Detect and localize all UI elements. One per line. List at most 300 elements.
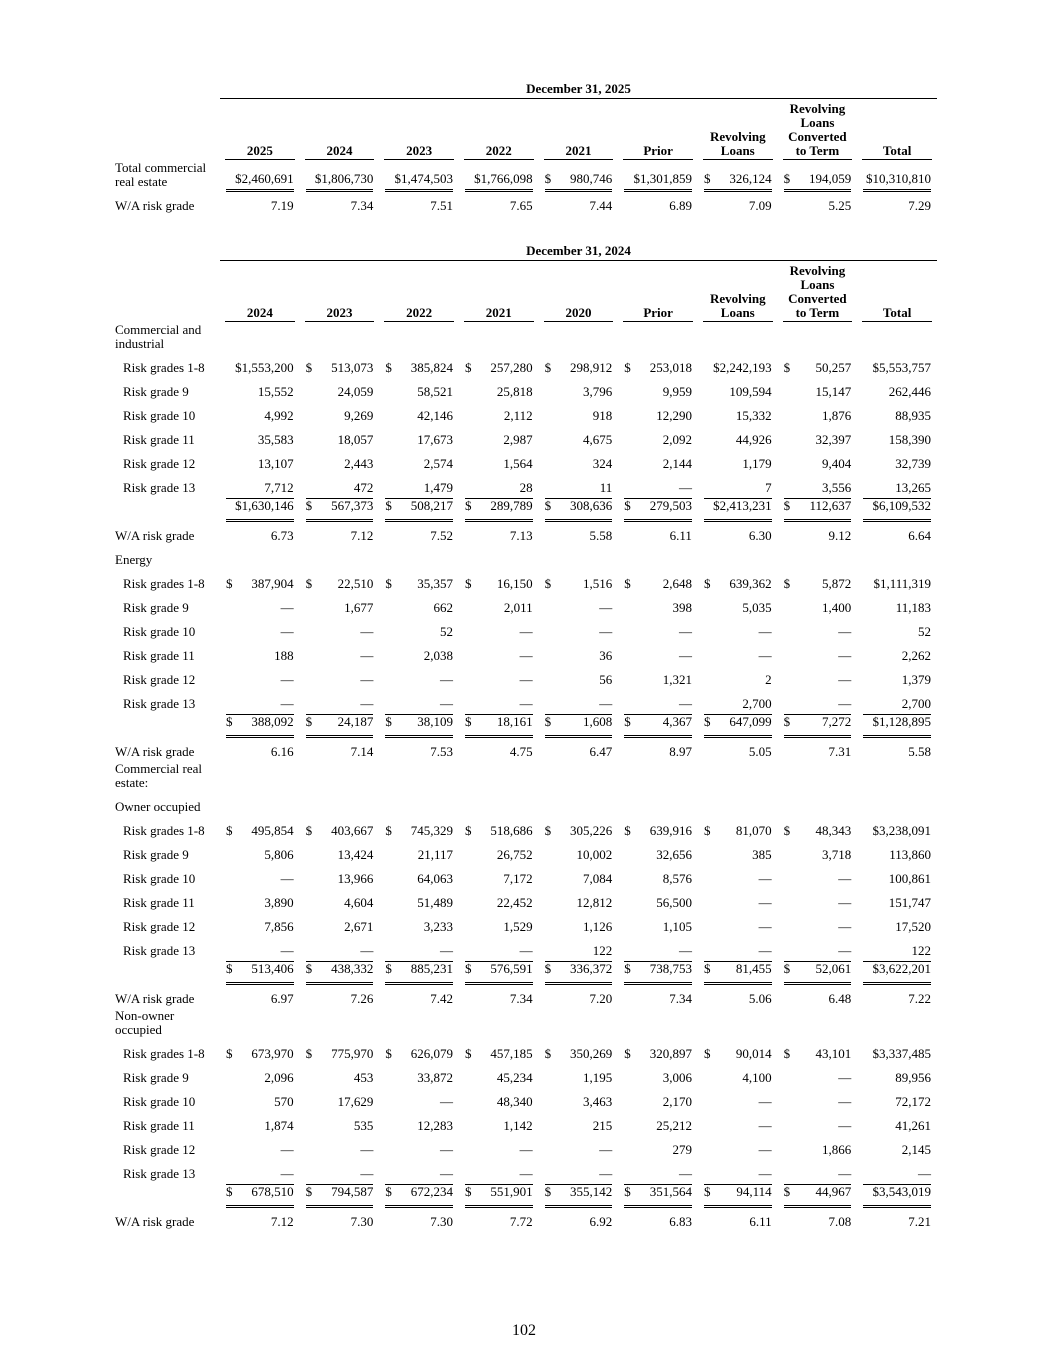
dollar-sign: $ — [385, 1183, 392, 1199]
cell-value: 385 — [752, 846, 772, 862]
cell-value: 457,185 — [490, 1045, 533, 1061]
cell-value: — — [519, 942, 533, 958]
cell-value: 7.22 — [908, 990, 931, 1006]
cell-value: 11,183 — [895, 599, 931, 615]
table-cell — [539, 841, 619, 865]
wa-row — [115, 522, 937, 546]
dollar-sign: $ — [783, 1045, 791, 1061]
row-label: Risk grade 13 — [123, 479, 196, 495]
cell-value: 980,746 — [570, 170, 613, 186]
table-cell — [539, 1184, 619, 1208]
cell-value: 551,901 — [490, 1183, 533, 1199]
table-cell — [220, 913, 300, 937]
cell-value: 64,063 — [417, 870, 453, 886]
cell-value: — — [758, 1165, 772, 1181]
table-cell — [459, 1184, 539, 1208]
cell-value: 44,926 — [735, 431, 772, 447]
table-cell — [300, 402, 380, 426]
table-cell — [539, 714, 619, 738]
table-cell — [459, 690, 539, 714]
cell-value: 403,667 — [331, 822, 374, 838]
cell-value: 7.52 — [430, 527, 453, 543]
table-cell — [220, 738, 300, 762]
cell-value: — — [678, 479, 692, 495]
table-cell — [618, 1184, 698, 1208]
table-cell — [220, 378, 300, 402]
row-label: Risk grades 1-8 — [123, 359, 205, 375]
table-cell — [778, 498, 858, 522]
table-cell — [220, 618, 300, 642]
table-cell — [618, 865, 698, 889]
table-row — [115, 817, 937, 841]
cell-value: 3,718 — [822, 846, 852, 862]
cell-value: 7,084 — [583, 870, 613, 886]
table-cell — [220, 985, 300, 1009]
cell-value: 2,648 — [662, 575, 692, 591]
row-label: Risk grade 10 — [123, 407, 196, 423]
dollar-sign: $ — [385, 960, 392, 976]
table-cell — [698, 474, 778, 498]
cell-value: 1,379 — [901, 671, 931, 687]
dollar-sign: $ — [544, 713, 552, 729]
cell-value: 1,677 — [344, 599, 374, 615]
cell-value: 257,280 — [490, 359, 533, 375]
cell-value: 2 — [765, 671, 772, 687]
table-cell — [778, 522, 858, 546]
table-row — [115, 841, 937, 865]
dollar-sign: $ — [226, 713, 233, 729]
table-row — [115, 865, 937, 889]
cell-value: 472 — [353, 479, 374, 495]
cell-value: $3,238,091 — [872, 822, 931, 838]
cell-value: 3,796 — [583, 383, 613, 399]
row-label: W/A risk grade — [115, 990, 195, 1006]
cell-value: 2,987 — [503, 431, 533, 447]
table-cell — [539, 570, 619, 594]
table-cell — [220, 1208, 300, 1232]
table-cell — [459, 666, 539, 690]
table-cell — [220, 841, 300, 865]
cell-value: 253,018 — [649, 359, 692, 375]
table-cell — [698, 738, 778, 762]
cell-value: 662 — [433, 599, 453, 615]
table-cell — [300, 522, 380, 546]
cell-value: 13,265 — [895, 479, 931, 495]
table-cell — [459, 522, 539, 546]
table-row — [115, 426, 937, 450]
dollar-sign: $ — [544, 960, 552, 976]
cell-value: $5,553,757 — [872, 359, 931, 375]
cell-value: 775,970 — [331, 1045, 374, 1061]
cell-value: 513,073 — [331, 359, 374, 375]
cell-value: — — [838, 623, 852, 639]
cell-value: 6.73 — [270, 527, 294, 543]
table-cell — [379, 1112, 459, 1136]
table-cell — [220, 690, 300, 714]
table-cell — [459, 714, 539, 738]
cell-value: 647,099 — [729, 713, 772, 729]
cell-value: — — [360, 671, 374, 687]
table-cell — [300, 985, 380, 1009]
cell-value: 1,126 — [583, 918, 613, 934]
wa-row — [115, 985, 937, 1009]
cell-value: 56 — [599, 671, 613, 687]
table-cell — [220, 474, 300, 498]
cell-value: 109,594 — [729, 383, 772, 399]
table-cell — [459, 1040, 539, 1064]
table-cell — [778, 1208, 858, 1232]
cell-value: 2,671 — [344, 918, 374, 934]
table-cell — [220, 1184, 300, 1208]
table-row — [115, 1160, 937, 1184]
wa-row — [115, 738, 937, 762]
table-december-31-2024 — [115, 244, 937, 1232]
table-cell — [857, 1112, 937, 1136]
column-header: Prior — [618, 99, 698, 161]
cell-value: — — [838, 894, 852, 910]
cell-value: 387,904 — [251, 575, 294, 591]
table-cell — [220, 594, 300, 618]
table-row — [115, 913, 937, 937]
cell-value: — — [758, 870, 772, 886]
dollar-sign: $ — [624, 713, 631, 729]
dollar-sign: $ — [385, 575, 392, 591]
cell-value: 32,656 — [656, 846, 692, 862]
cell-value: 4,604 — [344, 894, 374, 910]
cell-value: 324 — [592, 455, 613, 471]
dollar-sign: $ — [305, 1183, 313, 1199]
row-label: Risk grade 10 — [123, 870, 196, 886]
table-cell — [539, 961, 619, 985]
row-label: Risk grade 10 — [123, 623, 196, 639]
table-cell — [379, 474, 459, 498]
page-number: 102 — [512, 1322, 536, 1339]
cell-value: 7.29 — [908, 197, 931, 213]
cell-value: 50,257 — [815, 359, 852, 375]
cell-value: 438,332 — [331, 960, 374, 976]
table-cell — [857, 522, 937, 546]
table-cell — [778, 889, 858, 913]
cell-value: 2,096 — [264, 1069, 294, 1085]
table-cell — [618, 889, 698, 913]
cell-value: — — [439, 1093, 453, 1109]
cell-value: — — [439, 942, 453, 958]
table-cell — [379, 817, 459, 841]
table-cell — [857, 985, 937, 1009]
table-cell — [300, 1064, 380, 1088]
column-header-row — [115, 261, 937, 323]
dollar-sign: $ — [624, 497, 631, 513]
group-title: Owner occupied — [115, 798, 201, 814]
dollar-sign: $ — [385, 1045, 392, 1061]
cell-value: 7.51 — [430, 197, 453, 213]
wa-row — [115, 192, 937, 216]
dollar-sign: $ — [544, 497, 552, 513]
cell-value: $1,474,503 — [394, 170, 453, 186]
group-title-row — [115, 546, 937, 570]
cell-value: — — [280, 1165, 294, 1181]
table-cell — [300, 642, 380, 666]
table-row — [115, 570, 937, 594]
table-cell — [459, 841, 539, 865]
dollar-sign: $ — [624, 1183, 631, 1199]
table-cell — [539, 666, 619, 690]
table-cell — [778, 594, 858, 618]
table-cell — [778, 402, 858, 426]
table-cell — [618, 913, 698, 937]
cell-value: 5.58 — [908, 743, 931, 759]
cell-value: 112,637 — [809, 497, 852, 513]
cell-value: 24,059 — [337, 383, 374, 399]
dollar-sign: $ — [624, 575, 631, 591]
cell-value: 1,179 — [742, 455, 772, 471]
cell-value: — — [599, 599, 613, 615]
dollar-sign: $ — [703, 960, 711, 976]
table-cell — [459, 402, 539, 426]
table-cell — [698, 450, 778, 474]
cell-value: 1,608 — [583, 713, 613, 729]
table-cell — [539, 426, 619, 450]
cell-value: $2,242,193 — [713, 359, 772, 375]
table-cell — [379, 402, 459, 426]
cell-value: 508,217 — [410, 497, 453, 513]
table-cell — [539, 937, 619, 961]
table-cell — [379, 426, 459, 450]
cell-value: 398 — [672, 599, 692, 615]
row-label: Risk grade 13 — [123, 1165, 196, 1181]
cell-value: 351,564 — [649, 1183, 692, 1199]
table-cell — [539, 474, 619, 498]
cell-value: 4,992 — [264, 407, 294, 423]
cell-value: 7.30 — [430, 1213, 453, 1229]
table-cell — [379, 714, 459, 738]
cell-value: $3,337,485 — [872, 1045, 931, 1061]
dollar-sign: $ — [464, 575, 472, 591]
table-cell — [698, 817, 778, 841]
group-title-row — [115, 762, 937, 793]
cell-value: 7.31 — [828, 743, 852, 759]
table-cell — [778, 192, 858, 216]
row-label: Risk grade 11 — [123, 1117, 195, 1133]
cell-value: 25,818 — [496, 383, 533, 399]
cell-value: — — [758, 647, 772, 663]
cell-value: — — [519, 695, 533, 711]
dollar-sign: $ — [385, 822, 392, 838]
group-title: Energy — [115, 551, 153, 567]
cell-value: 5.06 — [748, 990, 772, 1006]
table-cell — [698, 985, 778, 1009]
dollar-sign: $ — [226, 575, 233, 591]
table-cell — [220, 192, 300, 216]
table-cell — [300, 1088, 380, 1112]
table-cell — [778, 378, 858, 402]
group-title: Commercial real estate: — [115, 760, 202, 790]
cell-value: 10,002 — [576, 846, 613, 862]
cell-value: 7.65 — [509, 197, 533, 213]
cell-value: 5.05 — [748, 743, 772, 759]
cell-value: $1,553,200 — [235, 359, 294, 375]
cell-value: 7.34 — [509, 990, 533, 1006]
row-label — [115, 1184, 220, 1208]
dollar-sign: $ — [385, 359, 392, 375]
table-cell — [857, 402, 937, 426]
column-header: 2024 — [220, 261, 300, 323]
row-label: Total commercial real estate — [115, 159, 207, 189]
table-cell — [379, 1184, 459, 1208]
cell-value: 15,332 — [735, 407, 772, 423]
cell-value: 745,329 — [410, 822, 453, 838]
column-header: 2020 — [539, 261, 619, 323]
table-cell — [539, 378, 619, 402]
cell-value: $3,543,019 — [872, 1183, 931, 1199]
cell-value: 52 — [918, 623, 931, 639]
cell-value: $1,766,098 — [474, 170, 533, 186]
cell-value: 6.89 — [669, 197, 692, 213]
table-cell — [857, 714, 937, 738]
cell-value: — — [918, 1165, 931, 1181]
cell-value: 355,142 — [570, 1183, 613, 1199]
table-cell — [857, 1040, 937, 1064]
dollar-sign: $ — [305, 497, 313, 513]
dollar-sign: $ — [305, 713, 313, 729]
column-header: 2021 — [539, 99, 619, 161]
row-label: W/A risk grade — [115, 197, 195, 213]
table-cell — [698, 378, 778, 402]
cell-value: 1,874 — [264, 1117, 294, 1133]
dollar-sign: $ — [783, 170, 791, 186]
dollar-sign: $ — [226, 822, 233, 838]
cell-value: 35,357 — [417, 575, 453, 591]
cell-value: — — [838, 1165, 852, 1181]
table-cell — [300, 378, 380, 402]
table-cell — [698, 1088, 778, 1112]
table-cell — [778, 714, 858, 738]
cell-value: 215 — [592, 1117, 613, 1133]
table-cell — [459, 378, 539, 402]
column-header-row — [115, 99, 937, 161]
table-row — [115, 690, 937, 714]
table-cell — [857, 817, 937, 841]
table-cell — [618, 841, 698, 865]
cell-value: — — [838, 1093, 852, 1109]
table-cell — [379, 642, 459, 666]
cell-value: — — [439, 695, 453, 711]
dollar-sign: $ — [703, 713, 711, 729]
cell-value: 52,061 — [815, 960, 852, 976]
dollar-sign: $ — [703, 1045, 711, 1061]
table-cell — [618, 1136, 698, 1160]
cell-value: 513,406 — [251, 960, 294, 976]
cell-value: 672,234 — [410, 1183, 453, 1199]
cell-value: 3,890 — [264, 894, 294, 910]
table-cell — [220, 450, 300, 474]
table-cell — [618, 714, 698, 738]
cell-value: 7.19 — [270, 197, 294, 213]
cell-value: 2,700 — [742, 695, 772, 711]
dollar-sign: $ — [703, 822, 711, 838]
table-cell — [220, 1112, 300, 1136]
table-cell — [618, 817, 698, 841]
cell-value: 16,150 — [496, 575, 533, 591]
table-cell — [539, 865, 619, 889]
column-header: 2022 — [379, 261, 459, 323]
table-cell — [778, 450, 858, 474]
table-cell — [220, 1088, 300, 1112]
cell-value: $1,301,859 — [633, 170, 692, 186]
table-cell — [300, 714, 380, 738]
cell-value: 7.26 — [350, 990, 374, 1006]
table-row — [115, 474, 937, 498]
dollar-sign: $ — [226, 1183, 233, 1199]
column-header: Revolving Loans — [698, 99, 778, 161]
row-label — [115, 961, 220, 985]
table-cell — [379, 1064, 459, 1088]
cell-value: 918 — [592, 407, 613, 423]
table-cell — [698, 1136, 778, 1160]
cell-value: 2,011 — [503, 599, 533, 615]
table-cell — [459, 865, 539, 889]
row-label: Risk grades 1-8 — [123, 575, 205, 591]
cell-value: — — [519, 647, 533, 663]
cell-value: 1,564 — [503, 455, 533, 471]
cell-value: 15,552 — [257, 383, 294, 399]
table-row — [115, 354, 937, 378]
cell-value: 298,912 — [570, 359, 613, 375]
table-cell — [379, 913, 459, 937]
table-cell — [459, 161, 539, 192]
table-row — [115, 1136, 937, 1160]
table-cell — [459, 1112, 539, 1136]
cell-value: 32,397 — [815, 431, 852, 447]
table-cell — [618, 1160, 698, 1184]
table-cell — [857, 1064, 937, 1088]
cell-value: — — [280, 695, 294, 711]
dollar-sign: $ — [305, 359, 313, 375]
table-cell — [857, 426, 937, 450]
cell-value: 495,854 — [251, 822, 294, 838]
table-cell — [300, 1160, 380, 1184]
dollar-sign: $ — [624, 960, 631, 976]
cell-value: — — [360, 623, 374, 639]
cell-value: 56,500 — [656, 894, 692, 910]
cell-value: 535 — [353, 1117, 374, 1133]
cell-value: 385,824 — [410, 359, 453, 375]
table-cell — [220, 642, 300, 666]
table-december-31-2025 — [115, 82, 937, 216]
table-cell — [459, 450, 539, 474]
cell-value: — — [838, 647, 852, 663]
table-cell — [300, 1136, 380, 1160]
table-cell — [459, 1136, 539, 1160]
table-cell — [618, 522, 698, 546]
cell-value: — — [360, 647, 374, 663]
dollar-sign: $ — [544, 1183, 552, 1199]
cell-value: 35,583 — [257, 431, 294, 447]
table-cell — [379, 450, 459, 474]
table-cell — [459, 1088, 539, 1112]
table-cell — [857, 1184, 937, 1208]
table-cell — [220, 865, 300, 889]
cell-value: 12,812 — [576, 894, 613, 910]
table-cell — [778, 1064, 858, 1088]
table-cell — [618, 594, 698, 618]
table-cell — [698, 865, 778, 889]
table-cell — [300, 1040, 380, 1064]
cell-value: — — [758, 1093, 772, 1109]
table-cell — [778, 1040, 858, 1064]
table-cell — [698, 192, 778, 216]
cell-value: 7 — [765, 479, 772, 495]
